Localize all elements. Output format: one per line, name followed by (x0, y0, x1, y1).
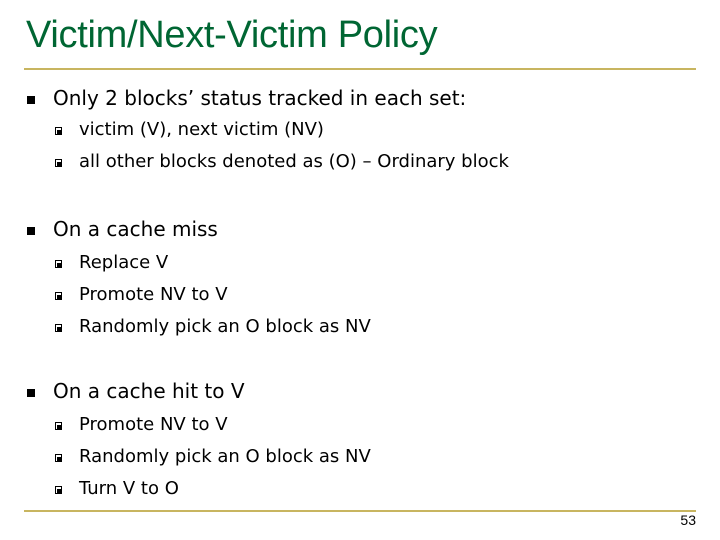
sub-bullet-text: Promote NV to V (79, 414, 228, 435)
sub-bullet-marker (55, 292, 62, 300)
sub-bullet-text: Promote NV to V (79, 284, 228, 305)
sub-bullet-text: Randomly pick an O block as NV (79, 446, 371, 467)
bullet-marker (27, 227, 35, 235)
sub-bullet-marker (55, 127, 62, 135)
page-number: 53 (680, 512, 696, 528)
sub-bullet-text: Randomly pick an O block as NV (79, 316, 371, 337)
title-divider (24, 68, 696, 70)
sub-bullet-marker (55, 422, 62, 430)
bullet-text: On a cache hit to V (53, 379, 245, 403)
bullet-text: On a cache miss (53, 217, 218, 241)
sub-bullet-marker (55, 486, 62, 494)
slide-title: Victim/Next-Victim Policy (26, 14, 438, 56)
bullet-marker (27, 96, 35, 104)
bullet-text: Only 2 blocks’ status tracked in each set: (53, 86, 467, 110)
sub-bullet-text: all other blocks denoted as (O) – Ordinary block (79, 151, 509, 172)
bullet-marker (27, 389, 35, 397)
sub-bullet-marker (55, 454, 62, 462)
footer-divider (24, 510, 696, 512)
sub-bullet-marker (55, 260, 62, 268)
sub-bullet-text: Turn V to O (79, 478, 179, 499)
sub-bullet-text: Replace V (79, 252, 169, 273)
sub-bullet-marker (55, 159, 62, 167)
sub-bullet-marker (55, 324, 62, 332)
sub-bullet-text: victim (V), next victim (NV) (79, 119, 324, 140)
